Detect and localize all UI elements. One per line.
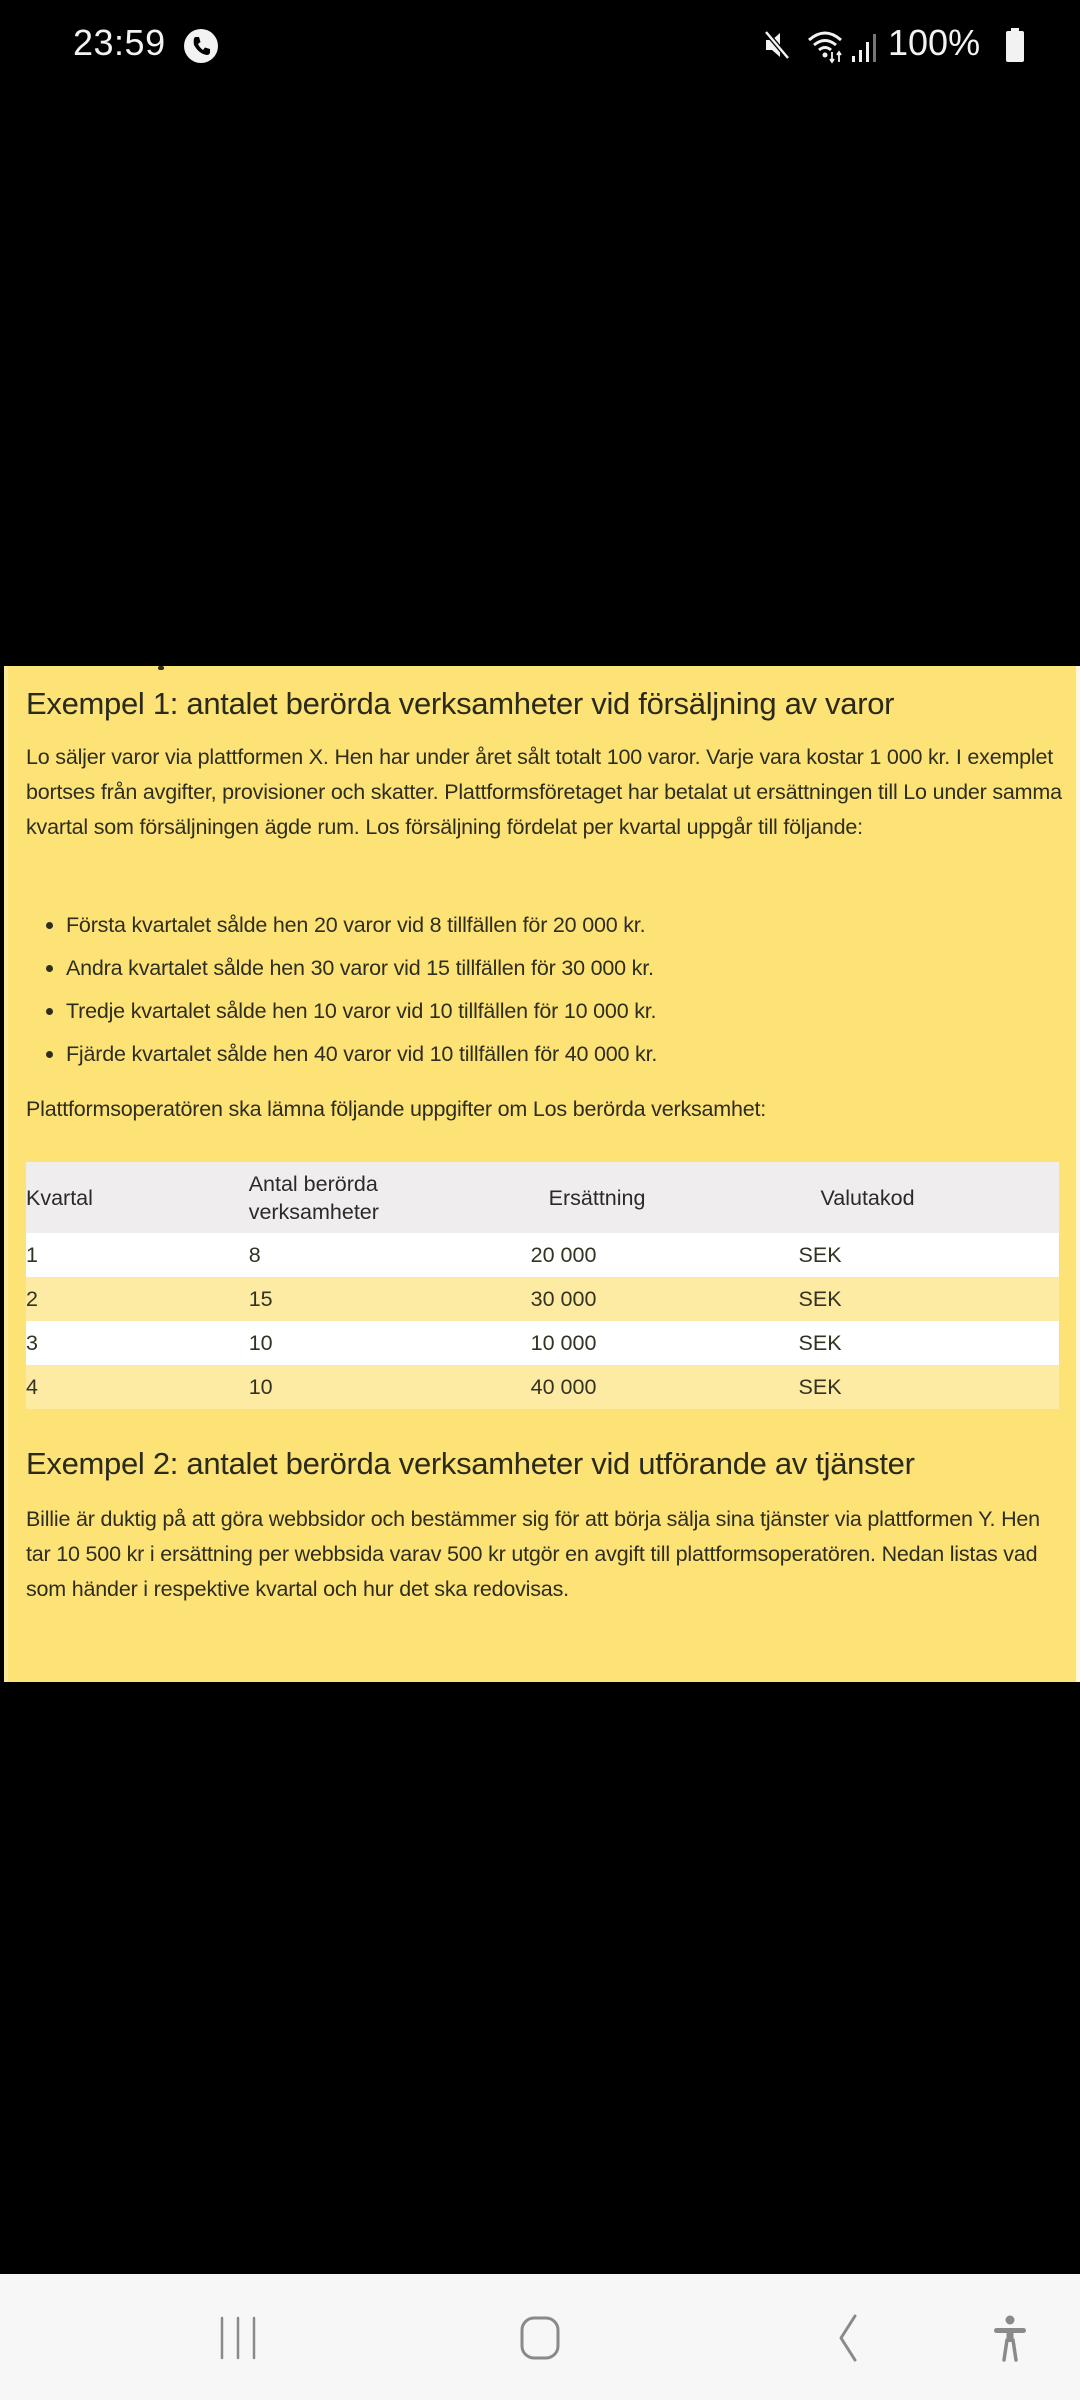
- table-header-row: [26, 1162, 1059, 1233]
- home-icon[interactable]: [510, 2314, 570, 2362]
- battery-icon: [1006, 28, 1024, 62]
- cell-kvartal: 3: [26, 1321, 249, 1365]
- table-row: [26, 1233, 1059, 1277]
- wifi-icon: [806, 26, 848, 64]
- list-item-text: Andra kvartalet sålde hen 30 varor vid 15 tillfällen för 30 000 kr.: [66, 956, 654, 980]
- document-page: [4, 666, 1076, 1682]
- cell-kvartal: 4: [26, 1365, 249, 1409]
- list-item-text: Fjärde kvartalet sålde hen 40 varor vid 10 tillfällen för 40 000 kr.: [66, 1042, 658, 1066]
- cell-kvartal: 2: [26, 1277, 249, 1321]
- list-item: [66, 1033, 1068, 1076]
- clipped-text-fragment: [158, 666, 164, 670]
- bullet-icon: [46, 922, 53, 929]
- back-icon[interactable]: [815, 2314, 875, 2362]
- cell-ersattning: 30 000: [531, 1277, 799, 1321]
- example2-paragraph: Billie är duktig på att göra webbsidor och bestämmer sig för att börja sälja sina tjänster via plattformen Y. Hen tar 10 500 kr i ersättning per webbsida varav 500 kr utgör en avgift till plattformsoperatören. Nedan listas vad som händer i respektive kvartal och hur det ska redovisas.: [26, 1507, 1040, 1601]
- cell-kvartal: 1: [26, 1233, 249, 1277]
- table-row: [26, 1277, 1059, 1321]
- table-intro: Plattformsoperatören ska lämna följande uppgifter om Los berörda verksamhet:: [26, 1097, 767, 1121]
- cell-antal: 8: [249, 1233, 531, 1277]
- navigation-bar: [0, 2274, 1080, 2400]
- column-header-antal: [249, 1162, 531, 1233]
- cell-antal: 10: [249, 1321, 531, 1365]
- cell-ersattning: 40 000: [531, 1365, 799, 1409]
- mute-icon: [760, 28, 794, 62]
- example1-paragraph: Lo säljer varor via plattformen X. Hen har under året sålt totalt 100 varor. Varje vara kostar 1 000 kr. I exemplet bortses från avgifter, provisioner och skatter. Plattformsföretaget har betalat ut ersättningen till Lo under samma kvartal som försäljningen ägde rum. Los försäljning fördelat per kvartal uppgår till följande:: [26, 745, 1062, 839]
- cell-valutakod: SEK: [799, 1277, 1059, 1321]
- affected-business-table: [26, 1162, 1059, 1409]
- recent-apps-icon[interactable]: [208, 2314, 268, 2362]
- cell-valutakod: SEK: [799, 1321, 1059, 1365]
- table-row: [26, 1365, 1059, 1409]
- list-item: [66, 990, 1068, 1033]
- example2-heading: Exempel 2: antalet berörda verksamheter vid utförande av tjänster: [26, 1446, 915, 1481]
- cell-valutakod: SEK: [799, 1233, 1059, 1277]
- cell-valutakod: SEK: [799, 1365, 1059, 1409]
- list-item-text: Tredje kvartalet sålde hen 10 varor vid 10 tillfällen för 10 000 kr.: [66, 999, 657, 1023]
- column-header-kvartal: Kvartal: [26, 1162, 249, 1233]
- status-bar: [0, 0, 1080, 90]
- battery-percent: 100%: [888, 22, 981, 63]
- accessibility-icon[interactable]: [980, 2314, 1040, 2362]
- sales-list: [8, 904, 1068, 1076]
- column-header-ersattning: Ersättning: [531, 1162, 799, 1233]
- table-row: [26, 1321, 1059, 1365]
- page-edge: [1076, 666, 1080, 1682]
- example1-heading: Exempel 1: antalet berörda verksamheter vid försäljning av varor: [26, 686, 895, 721]
- column-header-valutakod: Valutakod: [799, 1162, 1059, 1233]
- list-item-text: Första kvartalet sålde hen 20 varor vid 8 tillfällen för 20 000 kr.: [66, 913, 646, 937]
- call-icon: [183, 28, 219, 64]
- signal-icon: [850, 32, 880, 62]
- bullet-icon: [46, 965, 53, 972]
- status-time: 23:59: [73, 22, 166, 63]
- cell-antal: 10: [249, 1365, 531, 1409]
- status-icons: [680, 22, 1080, 66]
- cell-ersattning: 20 000: [531, 1233, 799, 1277]
- bullet-icon: [46, 1051, 53, 1058]
- header-line: Antal berörda: [248, 1171, 378, 1196]
- header-line: verksamheter: [248, 1199, 379, 1224]
- list-item: [66, 947, 1068, 990]
- list-item: [66, 904, 1068, 947]
- bullet-icon: [46, 1008, 53, 1015]
- cell-ersattning: 10 000: [531, 1321, 799, 1365]
- cell-antal: 15: [249, 1277, 531, 1321]
